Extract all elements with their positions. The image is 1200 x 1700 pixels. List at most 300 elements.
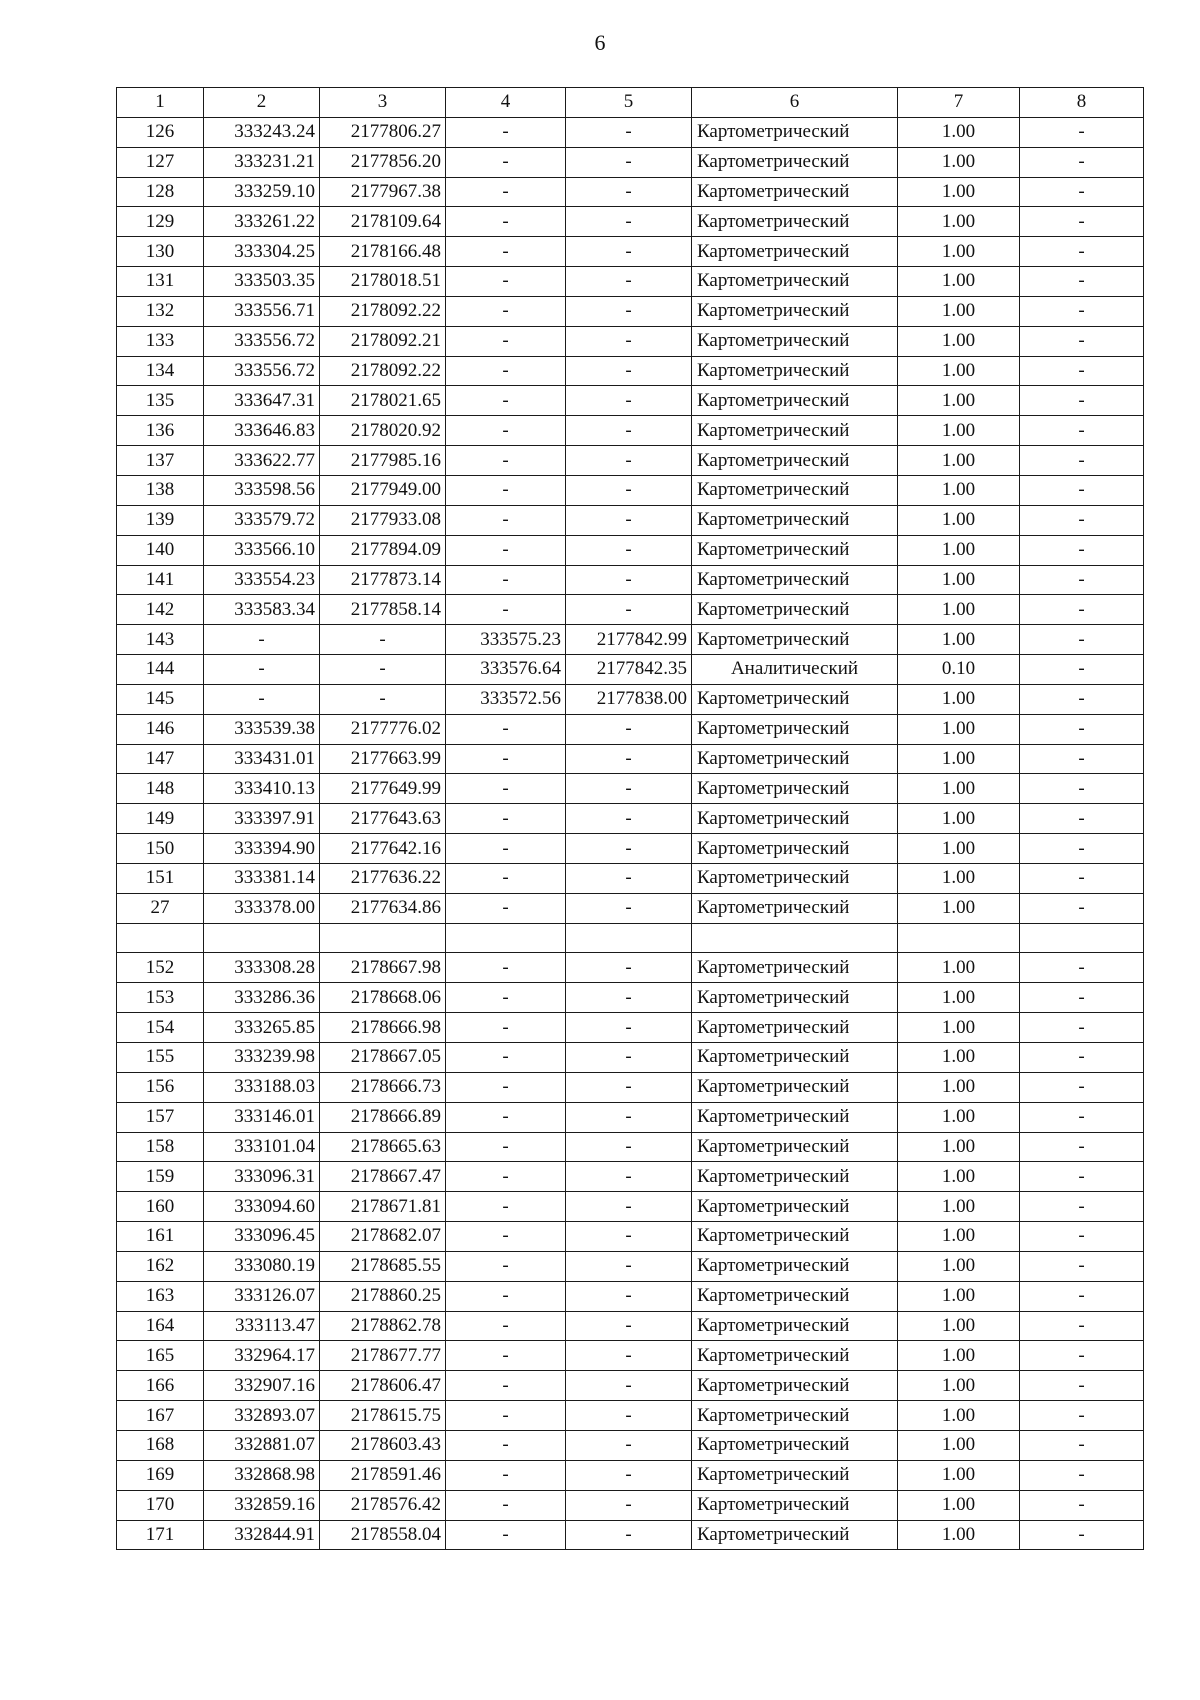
- accuracy-cell: 1.00: [898, 177, 1020, 207]
- point-number-cell: 161: [117, 1222, 204, 1252]
- accuracy-cell: 1.00: [898, 1341, 1020, 1371]
- accuracy-cell: 1.00: [898, 953, 1020, 983]
- description-cell: -: [1020, 953, 1144, 983]
- method-cell: Картометрический: [692, 475, 898, 505]
- x-coord-cell: 333646.83: [204, 416, 320, 446]
- x-coord-cell: 333556.72: [204, 326, 320, 356]
- description-cell: -: [1020, 446, 1144, 476]
- y-new-cell: -: [566, 863, 692, 893]
- y-new-cell: -: [566, 416, 692, 446]
- y-coord-cell: 2177776.02: [320, 714, 446, 744]
- x-coord-cell: 333113.47: [204, 1311, 320, 1341]
- accuracy-cell: 1.00: [898, 326, 1020, 356]
- x-new-cell: -: [446, 356, 566, 386]
- y-coord-cell: 2178860.25: [320, 1281, 446, 1311]
- table-row: [117, 1371, 1144, 1401]
- description-cell: -: [1020, 863, 1144, 893]
- x-new-cell: -: [446, 1132, 566, 1162]
- point-number-cell: 162: [117, 1251, 204, 1281]
- y-coord-cell: 2177856.20: [320, 147, 446, 177]
- description-cell: -: [1020, 1192, 1144, 1222]
- y-coord-cell: 2178092.22: [320, 296, 446, 326]
- description-cell: -: [1020, 804, 1144, 834]
- table-row: [117, 804, 1144, 834]
- y-coord-cell: 2177949.00: [320, 475, 446, 505]
- x-coord-cell: 333265.85: [204, 1013, 320, 1043]
- description-cell: -: [1020, 117, 1144, 147]
- y-new-cell: -: [566, 1222, 692, 1252]
- accuracy-cell: 1.00: [898, 714, 1020, 744]
- x-coord-cell: 333239.98: [204, 1043, 320, 1073]
- table-row: [117, 625, 1144, 655]
- point-number-cell: 147: [117, 744, 204, 774]
- description-cell: -: [1020, 535, 1144, 565]
- y-coord-cell: 2178667.05: [320, 1043, 446, 1073]
- y-new-cell: -: [566, 1102, 692, 1132]
- y-new-cell: -: [566, 475, 692, 505]
- x-new-cell: -: [446, 237, 566, 267]
- accuracy-cell: 1.00: [898, 267, 1020, 297]
- table-row: [117, 565, 1144, 595]
- y-coord-cell: 2178667.98: [320, 953, 446, 983]
- y-coord-cell: 2177636.22: [320, 863, 446, 893]
- point-number-cell: 143: [117, 625, 204, 655]
- method-cell: Картометрический: [692, 1371, 898, 1401]
- method-cell: Картометрический: [692, 356, 898, 386]
- y-new-cell: -: [566, 296, 692, 326]
- table-row: [117, 1460, 1144, 1490]
- description-cell: -: [1020, 1490, 1144, 1520]
- point-number-cell: 134: [117, 356, 204, 386]
- point-number-cell: 128: [117, 177, 204, 207]
- table-row: [117, 1222, 1144, 1252]
- description-cell: -: [1020, 1460, 1144, 1490]
- table-row: [117, 296, 1144, 326]
- header-cell: 1: [117, 88, 204, 118]
- x-coord-cell: 333101.04: [204, 1132, 320, 1162]
- point-number-cell: 144: [117, 655, 204, 685]
- x-coord-cell: 333231.21: [204, 147, 320, 177]
- y-coord-cell: 2178603.43: [320, 1430, 446, 1460]
- description-cell: -: [1020, 237, 1144, 267]
- table-row: [117, 714, 1144, 744]
- table-row: [117, 326, 1144, 356]
- x-coord-cell: 333397.91: [204, 804, 320, 834]
- y-new-cell: -: [566, 1132, 692, 1162]
- y-new-cell: -: [566, 1072, 692, 1102]
- table-row: [117, 207, 1144, 237]
- method-cell: Картометрический: [692, 565, 898, 595]
- description-cell: -: [1020, 1132, 1144, 1162]
- description-cell: -: [1020, 416, 1144, 446]
- x-coord-cell: 332893.07: [204, 1401, 320, 1431]
- table-row: [117, 1013, 1144, 1043]
- y-coord-cell: 2177894.09: [320, 535, 446, 565]
- description-cell: -: [1020, 1072, 1144, 1102]
- accuracy-cell: 1.00: [898, 1192, 1020, 1222]
- y-new-cell: -: [566, 117, 692, 147]
- y-new-cell: 2177842.35: [566, 655, 692, 685]
- accuracy-cell: 1.00: [898, 684, 1020, 714]
- x-coord-cell: -: [204, 625, 320, 655]
- x-new-cell: -: [446, 1281, 566, 1311]
- description-cell: -: [1020, 1102, 1144, 1132]
- point-number-cell: 149: [117, 804, 204, 834]
- method-cell: Картометрический: [692, 416, 898, 446]
- table-row: [117, 1192, 1144, 1222]
- header-cell: 4: [446, 88, 566, 118]
- description-cell: -: [1020, 714, 1144, 744]
- y-new-cell: -: [566, 386, 692, 416]
- accuracy-cell: 1.00: [898, 1281, 1020, 1311]
- y-new-cell: -: [566, 1341, 692, 1371]
- point-number-cell: 127: [117, 147, 204, 177]
- x-new-cell: -: [446, 893, 566, 923]
- y-new-cell: -: [566, 1520, 692, 1550]
- x-coord-cell: 333394.90: [204, 834, 320, 864]
- y-coord-cell: 2178558.04: [320, 1520, 446, 1550]
- method-cell: Картометрический: [692, 1132, 898, 1162]
- description-cell: -: [1020, 207, 1144, 237]
- description-cell: -: [1020, 1430, 1144, 1460]
- x-new-cell: -: [446, 535, 566, 565]
- x-new-cell: -: [446, 446, 566, 476]
- x-new-cell: -: [446, 475, 566, 505]
- y-coord-cell: 2177933.08: [320, 505, 446, 535]
- x-new-cell: -: [446, 505, 566, 535]
- point-number-cell: 170: [117, 1490, 204, 1520]
- table-row: [117, 1281, 1144, 1311]
- y-coord-cell: 2177806.27: [320, 117, 446, 147]
- x-coord-cell: 333566.10: [204, 535, 320, 565]
- x-new-cell: -: [446, 744, 566, 774]
- y-coord-cell: 2178109.64: [320, 207, 446, 237]
- accuracy-cell: 1.00: [898, 1102, 1020, 1132]
- x-coord-cell: 332881.07: [204, 1430, 320, 1460]
- y-coord-cell: 2178671.81: [320, 1192, 446, 1222]
- point-number-cell: 168: [117, 1430, 204, 1460]
- table-row: [117, 744, 1144, 774]
- accuracy-cell: 1.00: [898, 565, 1020, 595]
- point-number-cell: 152: [117, 953, 204, 983]
- header-cell: 5: [566, 88, 692, 118]
- method-cell: Картометрический: [692, 1520, 898, 1550]
- y-new-cell: -: [566, 893, 692, 923]
- x-new-cell: -: [446, 1460, 566, 1490]
- y-new-cell: -: [566, 1430, 692, 1460]
- accuracy-cell: 1.00: [898, 1162, 1020, 1192]
- x-coord-cell: [204, 923, 320, 953]
- point-number-cell: [117, 923, 204, 953]
- table-row: [117, 1162, 1144, 1192]
- accuracy-cell: 1.00: [898, 863, 1020, 893]
- accuracy-cell: 1.00: [898, 744, 1020, 774]
- method-cell: Картометрический: [692, 117, 898, 147]
- y-coord-cell: 2177643.63: [320, 804, 446, 834]
- x-coord-cell: 333647.31: [204, 386, 320, 416]
- y-coord-cell: 2178021.65: [320, 386, 446, 416]
- point-number-cell: 148: [117, 774, 204, 804]
- method-cell: Картометрический: [692, 625, 898, 655]
- x-coord-cell: 332907.16: [204, 1371, 320, 1401]
- accuracy-cell: 1.00: [898, 1072, 1020, 1102]
- y-coord-cell: 2178665.63: [320, 1132, 446, 1162]
- x-new-cell: -: [446, 1102, 566, 1132]
- description-cell: -: [1020, 893, 1144, 923]
- method-cell: Картометрический: [692, 1490, 898, 1520]
- x-coord-cell: 333583.34: [204, 595, 320, 625]
- method-cell: Картометрический: [692, 177, 898, 207]
- y-coord-cell: 2178666.98: [320, 1013, 446, 1043]
- y-new-cell: -: [566, 1460, 692, 1490]
- point-number-cell: 158: [117, 1132, 204, 1162]
- description-cell: -: [1020, 1013, 1144, 1043]
- x-new-cell: -: [446, 863, 566, 893]
- y-new-cell: [566, 923, 692, 953]
- x-new-cell: -: [446, 1251, 566, 1281]
- method-cell: Картометрический: [692, 953, 898, 983]
- point-number-cell: 153: [117, 983, 204, 1013]
- y-new-cell: -: [566, 237, 692, 267]
- method-cell: Картометрический: [692, 147, 898, 177]
- x-new-cell: -: [446, 147, 566, 177]
- y-new-cell: -: [566, 207, 692, 237]
- method-cell: Картометрический: [692, 1460, 898, 1490]
- table-row: [117, 177, 1144, 207]
- accuracy-cell: 1.00: [898, 416, 1020, 446]
- point-number-cell: 160: [117, 1192, 204, 1222]
- y-new-cell: 2177842.99: [566, 625, 692, 655]
- method-cell: Картометрический: [692, 1341, 898, 1371]
- accuracy-cell: 1.00: [898, 296, 1020, 326]
- description-cell: [1020, 923, 1144, 953]
- method-cell: Картометрический: [692, 1430, 898, 1460]
- point-number-cell: 159: [117, 1162, 204, 1192]
- x-new-cell: -: [446, 1520, 566, 1550]
- x-coord-cell: 333080.19: [204, 1251, 320, 1281]
- table-row: [117, 386, 1144, 416]
- method-cell: Картометрический: [692, 1013, 898, 1043]
- y-new-cell: -: [566, 1281, 692, 1311]
- point-number-cell: 131: [117, 267, 204, 297]
- point-number-cell: 164: [117, 1311, 204, 1341]
- method-cell: Картометрический: [692, 1311, 898, 1341]
- x-new-cell: -: [446, 774, 566, 804]
- x-coord-cell: 333259.10: [204, 177, 320, 207]
- accuracy-cell: 1.00: [898, 356, 1020, 386]
- table-row: [117, 983, 1144, 1013]
- y-new-cell: -: [566, 446, 692, 476]
- x-new-cell: -: [446, 1371, 566, 1401]
- description-cell: -: [1020, 1520, 1144, 1550]
- y-new-cell: -: [566, 744, 692, 774]
- x-coord-cell: 333598.56: [204, 475, 320, 505]
- header-cell: 3: [320, 88, 446, 118]
- header-cell: 7: [898, 88, 1020, 118]
- point-number-cell: 126: [117, 117, 204, 147]
- x-coord-cell: 333094.60: [204, 1192, 320, 1222]
- y-new-cell: -: [566, 1043, 692, 1073]
- x-coord-cell: 333126.07: [204, 1281, 320, 1311]
- accuracy-cell: 1.00: [898, 1222, 1020, 1252]
- point-number-cell: 157: [117, 1102, 204, 1132]
- x-coord-cell: 333622.77: [204, 446, 320, 476]
- table-row: [117, 117, 1144, 147]
- accuracy-cell: 1.00: [898, 1460, 1020, 1490]
- x-coord-cell: -: [204, 684, 320, 714]
- x-new-cell: -: [446, 565, 566, 595]
- y-coord-cell: 2178166.48: [320, 237, 446, 267]
- method-cell: Аналитический: [692, 655, 898, 685]
- x-new-cell: -: [446, 1192, 566, 1222]
- y-coord-cell: 2178615.75: [320, 1401, 446, 1431]
- y-coord-cell: -: [320, 684, 446, 714]
- x-coord-cell: 333381.14: [204, 863, 320, 893]
- method-cell: Картометрический: [692, 714, 898, 744]
- table-row: [117, 834, 1144, 864]
- accuracy-cell: 1.00: [898, 147, 1020, 177]
- accuracy-cell: 1.00: [898, 1043, 1020, 1073]
- point-number-cell: 155: [117, 1043, 204, 1073]
- x-coord-cell: 333096.45: [204, 1222, 320, 1252]
- x-coord-cell: 333556.71: [204, 296, 320, 326]
- page-number: 6: [594, 30, 606, 55]
- x-coord-cell: 333243.24: [204, 117, 320, 147]
- y-coord-cell: 2177967.38: [320, 177, 446, 207]
- method-cell: Картометрический: [692, 1162, 898, 1192]
- y-new-cell: -: [566, 1013, 692, 1043]
- accuracy-cell: 1.00: [898, 535, 1020, 565]
- y-new-cell: -: [566, 714, 692, 744]
- table-row: [117, 655, 1144, 685]
- table-row: [117, 1132, 1144, 1162]
- y-coord-cell: 2178667.47: [320, 1162, 446, 1192]
- description-cell: -: [1020, 386, 1144, 416]
- method-cell: Картометрический: [692, 804, 898, 834]
- method-cell: Картометрический: [692, 386, 898, 416]
- y-new-cell: -: [566, 356, 692, 386]
- point-number-cell: 130: [117, 237, 204, 267]
- x-coord-cell: 332868.98: [204, 1460, 320, 1490]
- y-coord-cell: 2178862.78: [320, 1311, 446, 1341]
- accuracy-cell: 1.00: [898, 117, 1020, 147]
- accuracy-cell: 1.00: [898, 1132, 1020, 1162]
- point-number-cell: 145: [117, 684, 204, 714]
- x-new-cell: -: [446, 1222, 566, 1252]
- x-new-cell: -: [446, 326, 566, 356]
- x-new-cell: -: [446, 207, 566, 237]
- method-cell: Картометрический: [692, 207, 898, 237]
- y-coord-cell: -: [320, 625, 446, 655]
- x-coord-cell: 333579.72: [204, 505, 320, 535]
- description-cell: -: [1020, 356, 1144, 386]
- y-new-cell: 2177838.00: [566, 684, 692, 714]
- x-new-cell: -: [446, 1013, 566, 1043]
- y-new-cell: -: [566, 535, 692, 565]
- method-cell: Картометрический: [692, 595, 898, 625]
- x-coord-cell: 333286.36: [204, 983, 320, 1013]
- method-cell: Картометрический: [692, 983, 898, 1013]
- x-new-cell: -: [446, 595, 566, 625]
- method-cell: Картометрический: [692, 774, 898, 804]
- point-number-cell: 163: [117, 1281, 204, 1311]
- x-new-cell: [446, 923, 566, 953]
- y-coord-cell: 2178092.21: [320, 326, 446, 356]
- description-cell: -: [1020, 1043, 1144, 1073]
- method-cell: Картометрический: [692, 1043, 898, 1073]
- description-cell: -: [1020, 1162, 1144, 1192]
- point-number-cell: 171: [117, 1520, 204, 1550]
- point-number-cell: 166: [117, 1371, 204, 1401]
- x-new-cell: -: [446, 296, 566, 326]
- point-number-cell: 165: [117, 1341, 204, 1371]
- x-new-cell: -: [446, 177, 566, 207]
- table-row: [117, 267, 1144, 297]
- method-cell: Картометрический: [692, 1072, 898, 1102]
- x-new-cell: -: [446, 1341, 566, 1371]
- x-new-cell: -: [446, 267, 566, 297]
- x-new-cell: -: [446, 1490, 566, 1520]
- x-new-cell: -: [446, 714, 566, 744]
- x-coord-cell: 333261.22: [204, 207, 320, 237]
- x-new-cell: -: [446, 117, 566, 147]
- description-cell: -: [1020, 1341, 1144, 1371]
- table-row: [117, 1430, 1144, 1460]
- x-coord-cell: 332844.91: [204, 1520, 320, 1550]
- accuracy-cell: 1.00: [898, 1251, 1020, 1281]
- accuracy-cell: 1.00: [898, 505, 1020, 535]
- y-coord-cell: 2178666.73: [320, 1072, 446, 1102]
- point-number-cell: 167: [117, 1401, 204, 1431]
- y-new-cell: -: [566, 774, 692, 804]
- description-cell: -: [1020, 625, 1144, 655]
- description-cell: -: [1020, 774, 1144, 804]
- description-cell: -: [1020, 267, 1144, 297]
- accuracy-cell: 1.00: [898, 804, 1020, 834]
- point-number-cell: 140: [117, 535, 204, 565]
- y-new-cell: -: [566, 505, 692, 535]
- y-new-cell: -: [566, 804, 692, 834]
- y-new-cell: -: [566, 267, 692, 297]
- x-coord-cell: 333556.72: [204, 356, 320, 386]
- accuracy-cell: 0.10: [898, 655, 1020, 685]
- header-cell: 6: [692, 88, 898, 118]
- method-cell: Картометрический: [692, 1401, 898, 1431]
- accuracy-cell: 1.00: [898, 1430, 1020, 1460]
- y-coord-cell: 2178682.07: [320, 1222, 446, 1252]
- accuracy-cell: 1.00: [898, 446, 1020, 476]
- point-number-cell: 169: [117, 1460, 204, 1490]
- table-row: [117, 1490, 1144, 1520]
- x-coord-cell: 333308.28: [204, 953, 320, 983]
- table-row: [117, 416, 1144, 446]
- point-number-cell: 132: [117, 296, 204, 326]
- x-new-cell: 333576.64: [446, 655, 566, 685]
- y-new-cell: -: [566, 1371, 692, 1401]
- method-cell: Картометрический: [692, 1281, 898, 1311]
- method-cell: Картометрический: [692, 446, 898, 476]
- x-new-cell: -: [446, 416, 566, 446]
- y-coord-cell: 2178591.46: [320, 1460, 446, 1490]
- x-coord-cell: 332859.16: [204, 1490, 320, 1520]
- x-coord-cell: 333304.25: [204, 237, 320, 267]
- x-coord-cell: 333096.31: [204, 1162, 320, 1192]
- y-new-cell: -: [566, 1162, 692, 1192]
- x-new-cell: 333575.23: [446, 625, 566, 655]
- y-new-cell: -: [566, 1401, 692, 1431]
- accuracy-cell: 1.00: [898, 1401, 1020, 1431]
- y-new-cell: -: [566, 1251, 692, 1281]
